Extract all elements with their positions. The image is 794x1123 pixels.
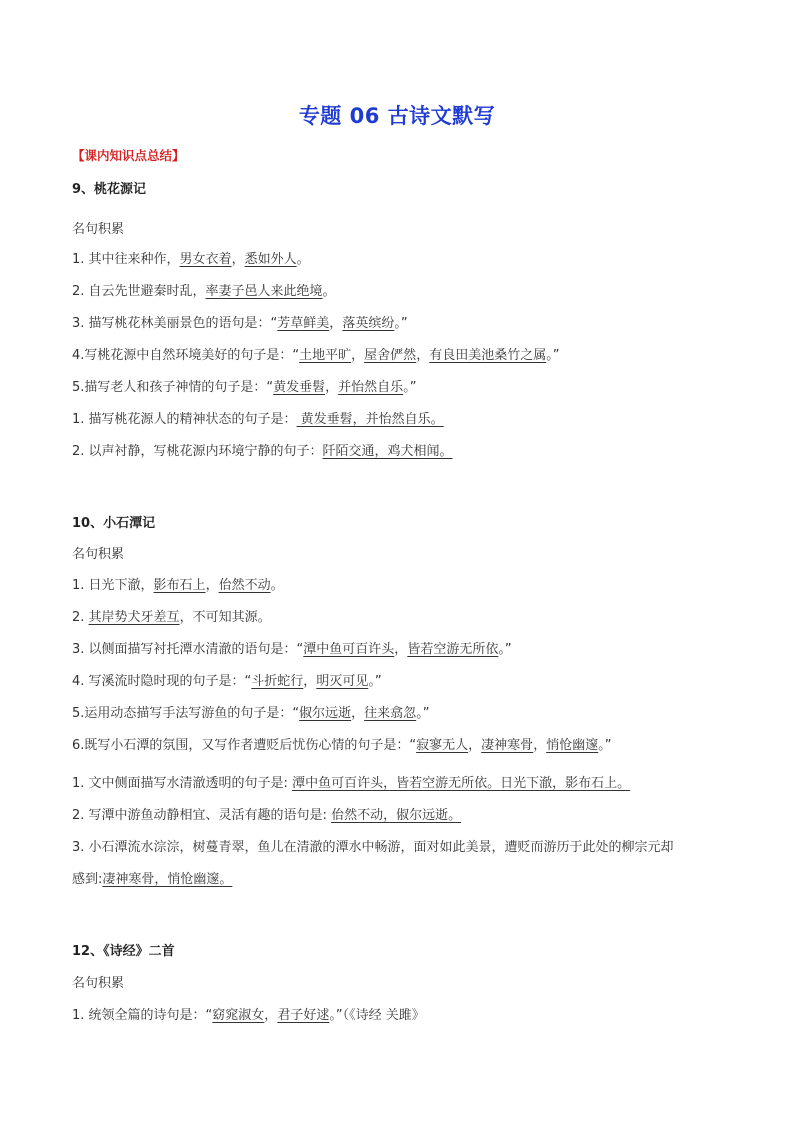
quote-line: 4.写桃花源中自然环境美好的句子是：“土地平旷，屋舍俨然，有良田美池桑竹之属。”: [72, 348, 560, 363]
quote-line: 1. 统领全篇的诗句是：“窈窕淑女，君子好逑。”（《诗经 关雎》: [72, 1008, 425, 1023]
page-title: 专题 06 古诗文默写: [298, 104, 496, 128]
question-line: 2. 以声衬静，写桃花源内环境宁静的句子：阡陌交通，鸡犬相闻。: [72, 444, 453, 459]
subsection-label: 名句积累: [72, 547, 125, 562]
quote-line: 5.运用动态描写手法写游鱼的句子是：“俶尔远逝，往来翕忽。”: [72, 706, 430, 721]
quote-line: 2. 其岸势犬牙差互，不可知其源。: [72, 610, 271, 625]
quote-line: 4. 写溪流时隐时现的句子是：“斗折蛇行，明灭可见。”: [72, 674, 382, 689]
question-line: 1. 文中侧面描写水清澈透明的句子是: 潭中鱼可百许头，皆若空游无所依。日光下澈，影布石上。: [72, 776, 631, 791]
quote-line: 1. 日光下澈，影布石上，佁然不动。: [72, 578, 284, 593]
section-heading-12: 12、《诗经》二首: [72, 944, 175, 959]
section-tag: 【课内知识点总结】: [72, 148, 185, 163]
section-heading-10: 10、小石潭记: [72, 516, 156, 531]
section-heading-9: 9、桃花源记: [72, 182, 147, 197]
subsection-label: 名句积累: [72, 976, 125, 991]
quote-line: 5.描写老人和孩子神情的句子是：“黄发垂髫，并怡然自乐。”: [72, 380, 417, 395]
question-line: 1. 描写桃花源人的精神状态的句子是： 黄发垂髫，并怡然自乐。: [72, 412, 444, 427]
quote-line: 3. 以侧面描写衬托潭水清澈的语句是：“潭中鱼可百许头，皆若空游无所依。”: [72, 642, 512, 657]
quote-line: 6.既写小石潭的氛围，又写作者遭贬后忧伤心情的句子是：“寂寥无人，凄神寒骨，悄怆幽邃。”: [72, 738, 612, 753]
quote-line: 2. 自云先世避秦时乱，率妻子邑人来此绝境。: [72, 284, 336, 299]
question-line-continued: 感到:凄神寒骨，悄怆幽邃。: [72, 872, 233, 887]
quote-line: 3. 描写桃花林美丽景色的语句是：“芳草鲜美，落英缤纷。”: [72, 316, 408, 331]
quote-line: 1. 其中往来种作，男女衣着，悉如外人。: [72, 252, 310, 267]
question-line: 3. 小石潭流水淙淙，树蔓青翠，鱼儿在清澈的潭水中畅游，面对如此美景，遭贬而游历于此处的柳宗元却: [72, 840, 674, 855]
question-line: 2. 写潭中游鱼动静相宜、灵活有趣的语句是: 佁然不动，俶尔远逝。: [72, 808, 462, 823]
subsection-label: 名句积累: [72, 222, 125, 237]
